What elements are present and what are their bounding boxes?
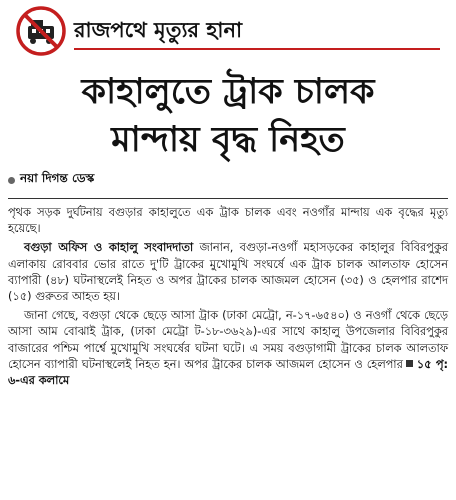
square-bullet-icon [406,360,413,367]
bullet-icon [8,177,15,184]
section-kicker: রাজপথে মৃত্যুর হানা [74,18,243,42]
section-banner [8,0,448,60]
train-crash-seal-icon [16,6,66,56]
paragraph-3-text: জানা গেছে, বগুড়া থেকে ছেড়ে আসা ট্রাক (ঢাকা মেট্রো, ন-১৭-৬৫৪০) ও নওগাঁ থেকে ছেড়ে আসা আম বোঝাই ট্রাক, (ঢাকা মেট্রো ট-১৮-৩৬২৯)-এর সাথে কাহালু উপজেলার বিবিরপুকুর বাজারের পশ্চিম পার্শ্বে মুখোমুখি সংঘর্ষের ঘটনা ঘটে। এ সময় বগুড়াগামী ট্রাকের চালক আলতাফ হোসেন ব্যাপারী ঘটনাস্থলেই নিহত হন। অপর ট্রাকের চালক আজমল হোসেন ও হেলপার [8,309,448,371]
lead-paragraph: পৃথক সড়ক দুর্ঘটনায় বগুড়ার কাহালুতে এক ট্রাক চালক এবং নওগাঁর মান্দায় এক বৃদ্ধের মৃত্যু হয়েছে। [8,206,448,236]
paragraph-3 [8,308,448,389]
headline-line-2: মান্দায় বৃদ্ধ নিহত [111,120,345,160]
byline-text: নয়া দিগন্ত ডেস্ক [20,171,95,185]
dateline: বগুড়া অফিস ও কাহালু সংবাদদাতা [24,241,194,255]
byline [8,170,448,190]
headline [8,68,448,164]
article-body [8,205,448,389]
headline-line-1: কাহালুতে ট্রাক চালক [81,72,375,112]
paragraph-2-text: জানান, বগুড়া-নওগাঁ মহাসড়কের কাহালুর বিবিরপুকুর এলাকায় রোববার ভোর রাতে দু'টি ট্রাকের মুখোমুখি সংঘর্ষে এক ট্রাক চালক আলতাফ হোসেন ব্যাপারী (৪৮) ঘটনাস্থলেই নিহত ও অপর ট্রাকের চালক আজমল হোসেন (৩৫) ও হেলপার রাশেদ (১৫) গুরুতর আহত হয়। [8,241,448,304]
byline-divider [8,198,448,199]
paragraph-2 [8,240,448,305]
continuation-jump: ১৫ পৃ: ৬-এর কলামে [8,357,449,388]
kicker-underline [74,48,440,50]
